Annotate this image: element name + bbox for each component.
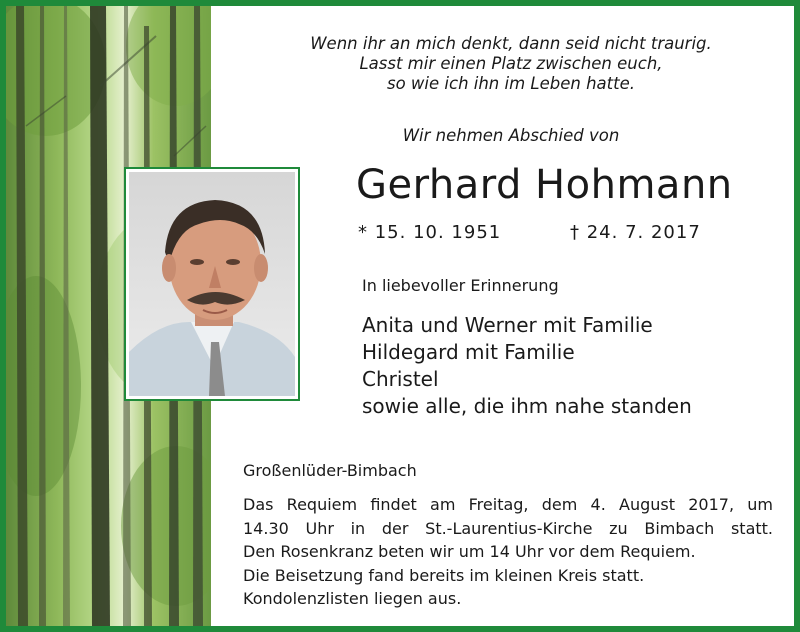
verse-line: Lasst mir einen Platz zwischen euch, [359, 54, 663, 73]
notice-line: Das Requiem findet am Freitag, dem 4. August 2017, um [243, 495, 773, 514]
death-date: † 24. 7. 2017 [570, 222, 701, 243]
notice-line: Kondolenzlisten liegen aus. [243, 589, 462, 608]
place-name: Großenlüder-Bimbach [243, 461, 417, 480]
mourner: Hildegard mit Familie [362, 340, 575, 364]
portrait-frame [124, 167, 300, 401]
birth-date: * 15. 10. 1951 [358, 222, 502, 243]
notice-line: 14.30 Uhr in der St.-Laurentius-Kirche zu Bimbach statt. [243, 518, 773, 538]
service-notice [243, 493, 773, 611]
mourner: Christel [362, 367, 439, 391]
mourner: Anita und Werner mit Familie [362, 313, 653, 337]
portrait-photo [129, 172, 295, 396]
verse [226, 34, 796, 94]
notice-line: Die Beisetzung fand bereits im kleinen Kreis statt. [243, 565, 645, 585]
verse-line: Wenn ihr an mich denkt, dann seid nicht traurig. [310, 34, 712, 53]
memory-line: In liebevoller Erinnerung [362, 276, 559, 295]
notice-line: Den Rosenkranz beten wir um 14 Uhr vor dem Requiem. [243, 542, 696, 561]
mourner: sowie alle, die ihm nahe standen [362, 394, 692, 418]
life-dates [358, 222, 798, 246]
mourners-list [362, 312, 692, 420]
deceased-name: Gerhard Hohmann [356, 162, 733, 208]
verse-line: so wie ich ihn im Leben hatte. [387, 74, 635, 93]
farewell-line: Wir nehmen Abschied von [402, 126, 620, 145]
